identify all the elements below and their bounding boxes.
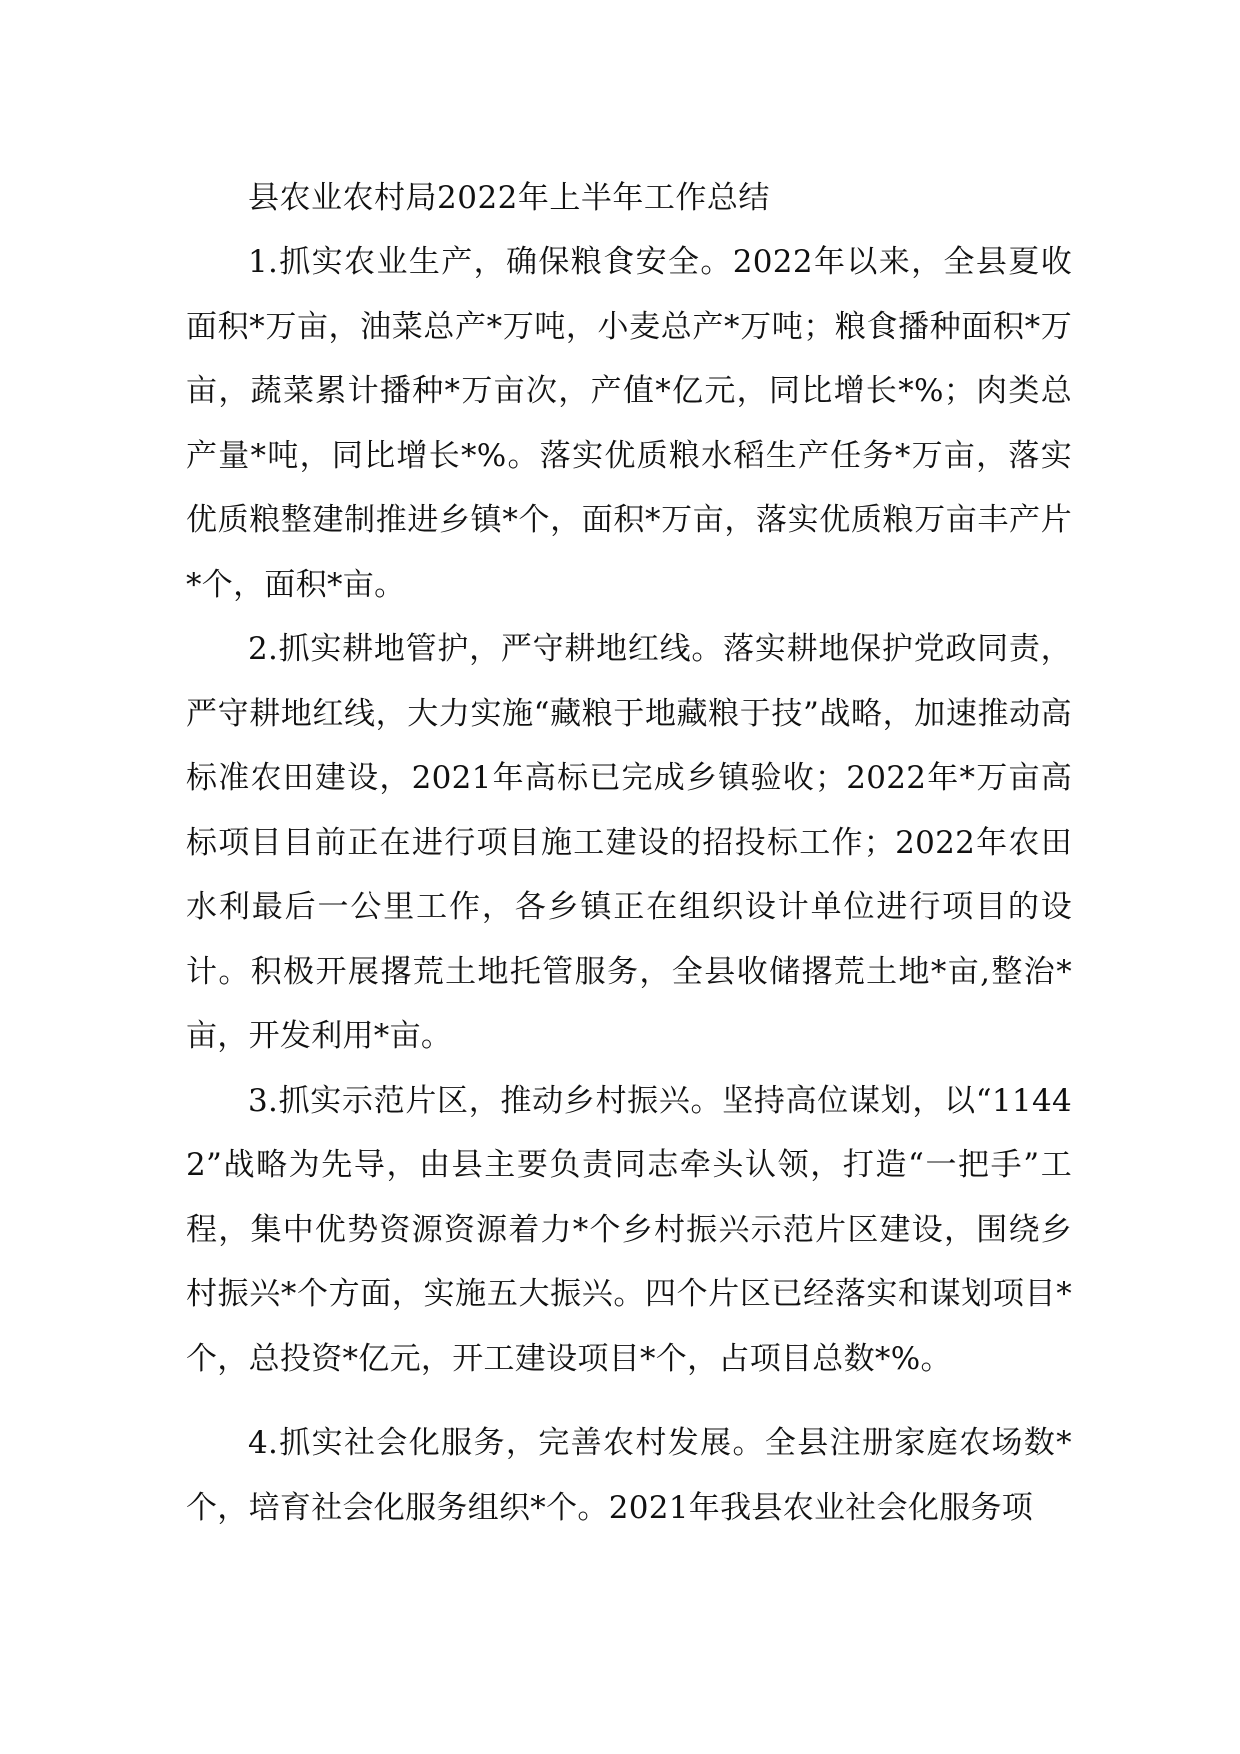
paragraph-socialized-services: 4.抓实社会化服务，完善农村发展。全县注册家庭农场数*个，培育社会化服务组织*个。2021年我县农业社会化服务项 — [186, 1425, 1072, 1526]
paragraph-agricultural-production: 1.抓实农业生产，确保粮食安全。2022年以来，全县夏收面积*万亩，油菜总产*万吨，小麦总产*万吨；粮食播种面积*万亩，蔬菜累计播种*万亩次，产值*亿元，同比增长*%；肉类总产量*吨，同比增长*%。落实优质粮水稻生产任务*万亩，落实优质粮整建制推进乡镇*个，面积*万亩，落实优质粮万亩丰产片*个，面积*亩。 — [186, 244, 1072, 603]
paragraph-farmland-protection: 2.抓实耕地管护，严守耕地红线。落实耕地保护党政同责，严守耕地红线，大力实施“藏粮于地藏粮于技”战略，加速推动高标准农田建设，2021年高标已完成乡镇验收；2022年*万亩高标项目目前正在进行项目施工建设的招投标工作；2022年农田水利最后一公里工作，各乡镇正在组织设计单位进行项目的设计。积极开展撂荒土地托管服务，全县收储撂荒土地*亩,整治*亩，开发利用*亩。 — [186, 631, 1072, 1054]
document-body — [186, 166, 1072, 1540]
paragraph-demonstration-zones: 3.抓实示范片区，推动乡村振兴。坚持高位谋划，以“11442”战略为先导，由县主要负责同志牵头认领，打造“一把手”工程，集中优势资源资源着力*个乡村振兴示范片区建设，围绕乡村振兴*个方面，实施五大振兴。四个片区已经落实和谋划项目*个，总投资*亿元，开工建设项目*个，占项目总数*%。 — [186, 1082, 1072, 1377]
document-title: 县农业农村局2022年上半年工作总结 — [248, 180, 770, 216]
